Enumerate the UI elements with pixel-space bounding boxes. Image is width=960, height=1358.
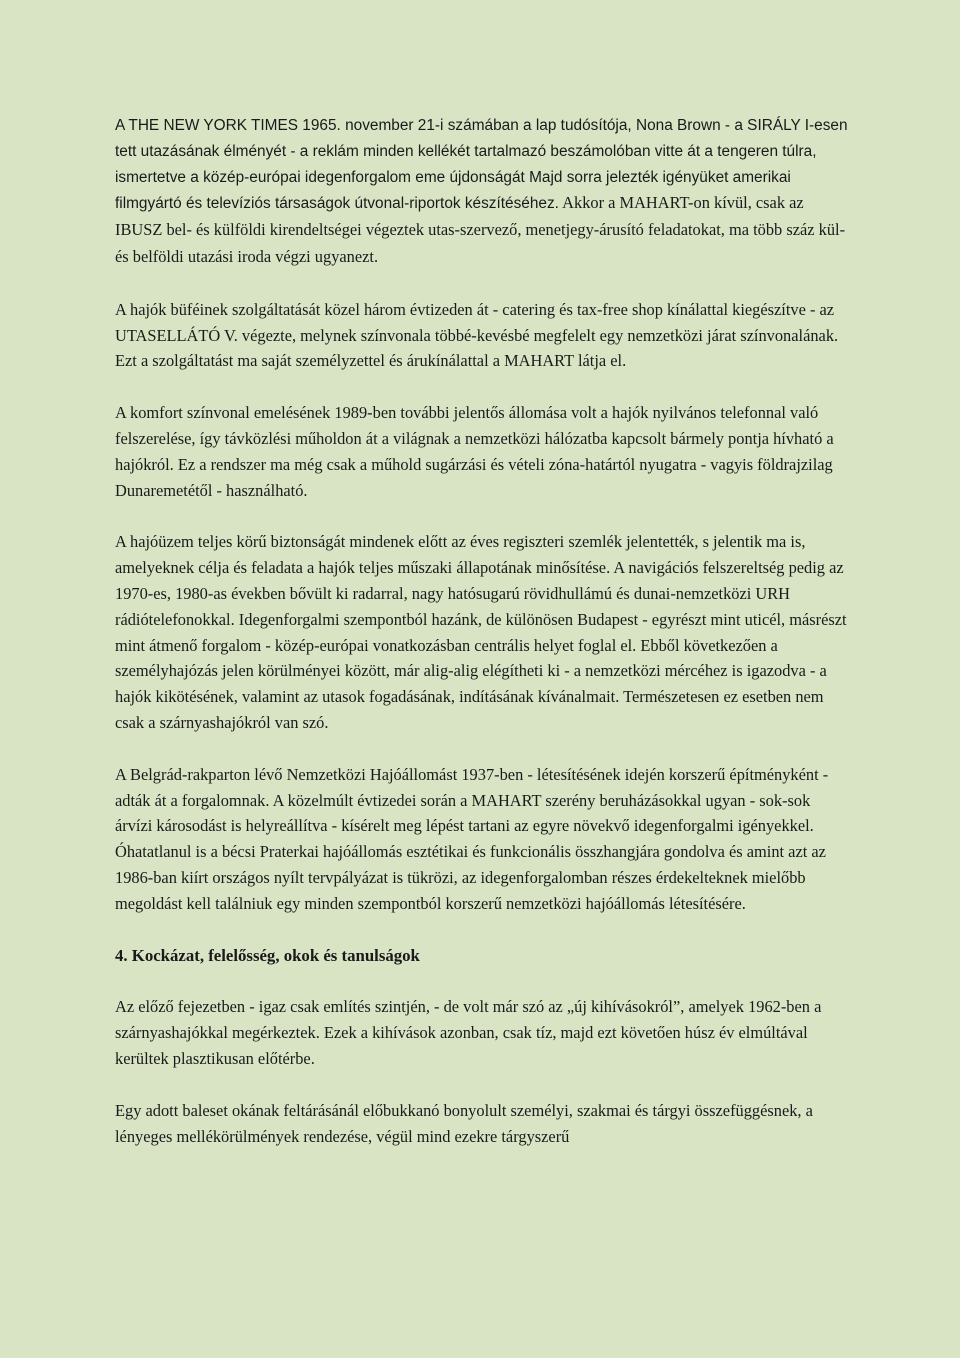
paragraph-safety: A hajóüzem teljes körű biztonságát mindenek előtt az éves regiszteri szemlék jelentették, s jelentik ma is, amelyeknek célja és feladata a hajók teljes műszaki állapotának minősítése. A navigációs felszereltség pedig az 1970-es, 1980-as években bővült ki radarral, nagy hatósugarú rövidhullámú és dunai-nemzetközi URH rádiótelefonokkal. Idegenforgalmi szempontból hazánk, de különösen Budapest - egyrészt mint uticél, másrészt mint átmenő forgalom - közép-európai vonatkozásban centrális helyet foglal el. Ebből következően a személyhajózás jelen körülményei között, már alig-alig elégítheti ki - a nemzetközi mércéhez is igazodva - a hajók kikötésének, valamint az utasok fogadásának, indításának kívánalmait. Természetesen ez esetben nem csak a szárnyashajókról van szó.: [115, 532, 847, 732]
paragraph-accident-causes: Egy adott baleset okának feltárásánál előbukkanó bonyolult személyi, szakmai és tárgyi összefüggésnek, a lényeges mellékörülmények rendezése, végül mind ezekre tárgyszerű: [115, 1100, 813, 1146]
paragraph-new-york-times: [115, 113, 850, 271]
paragraph-telephone: A komfort színvonal emelésének 1989-ben további jelentős állomása volt a hajók nyilvános telefonnal való felszerelése, így távközlési műholdon át a világnak a nemzetközi hálózatba kapcsolt bármely pontja hívható a hajókról. Ez a rendszer ma még csak a műhold sugárzási és vételi zóna-határtól nyugatra - vagyis földrajzilag Dunaremetétől - használható.: [115, 403, 834, 500]
document-page: [115, 113, 850, 1175]
section-heading: 4. Kockázat, felelősség, okok és tanulságok: [115, 945, 420, 965]
paragraph-new-york-times-serif-part: Akkor a MAHART-on kívül, csak az IBUSZ bel- és külföldi kirendeltségei végeztek utas-szervező, menetjegy-árusító feladatokat, ma több száz kül- és belföldi utazási iroda végzi ugyanezt.: [115, 193, 846, 266]
paragraph-challenges: Az előző fejezetben - igaz csak említés szintjén, - de volt már szó az „új kihívásokról”, amelyek 1962-ben a szárnyashajókkal megérkeztek. Ezek a kihívások azonban, csak tíz, majd ezt követően húsz év elmúltával kerültek plasztikusan előtérbe.: [115, 997, 822, 1068]
paragraph-new-york-times-sans-part: A THE NEW YORK TIMES 1965. november 21-i számában a lap tudósítója, Nona Brown - a SIRÁLY I-esen tett utazásának élményét - a reklám minden kellékét tartalmazó beszámolóban vitte át a tengeren túlra, ismertetve a közép-európai idegenforgalom eme újdonságát Majd sorra jelezték igényüket amerikai filmgyártó és televíziós társaságok útvonal-riportok készítéséhez.: [115, 117, 848, 213]
paragraph-belgrad-rakpart: A Belgrád-rakparton lévő Nemzetközi Hajóállomást 1937-ben - létesítésének idején korszerű építményként - adták át a forgalomnak. A közelmúlt évtizedei során a MAHART szerény beruházásokkal ugyan - sok-sok árvízi károsodást is helyreállítva - kísérelt meg lépést tartani az egyre növekvő idegenforgalmi igényekkel. Óhatatlanul is a bécsi Praterkai hajóállomás esztétikai és funkcionális összhangjára gondolva és amint azt az 1986-ban kiírt országos nyílt tervpályázat is tükrözi, az idegenforgalomban részes érdekelteknek mielőbb megoldást kell találniuk egy minden szempontból korszerű nemzetközi hajóállomás létesítésére.: [115, 764, 829, 913]
paragraph-catering: A hajók büféinek szolgáltatását közel három évtizeden át - catering és tax-free shop kínálattal kiegészítve - az UTASELLÁTÓ V. végezte, melynek színvonala többé-kevésbé megfelelt egy nemzetközi járat színvonalának. Ezt a szolgáltatást ma saját személyzettel és árukínálattal a MAHART látja el.: [115, 299, 839, 371]
